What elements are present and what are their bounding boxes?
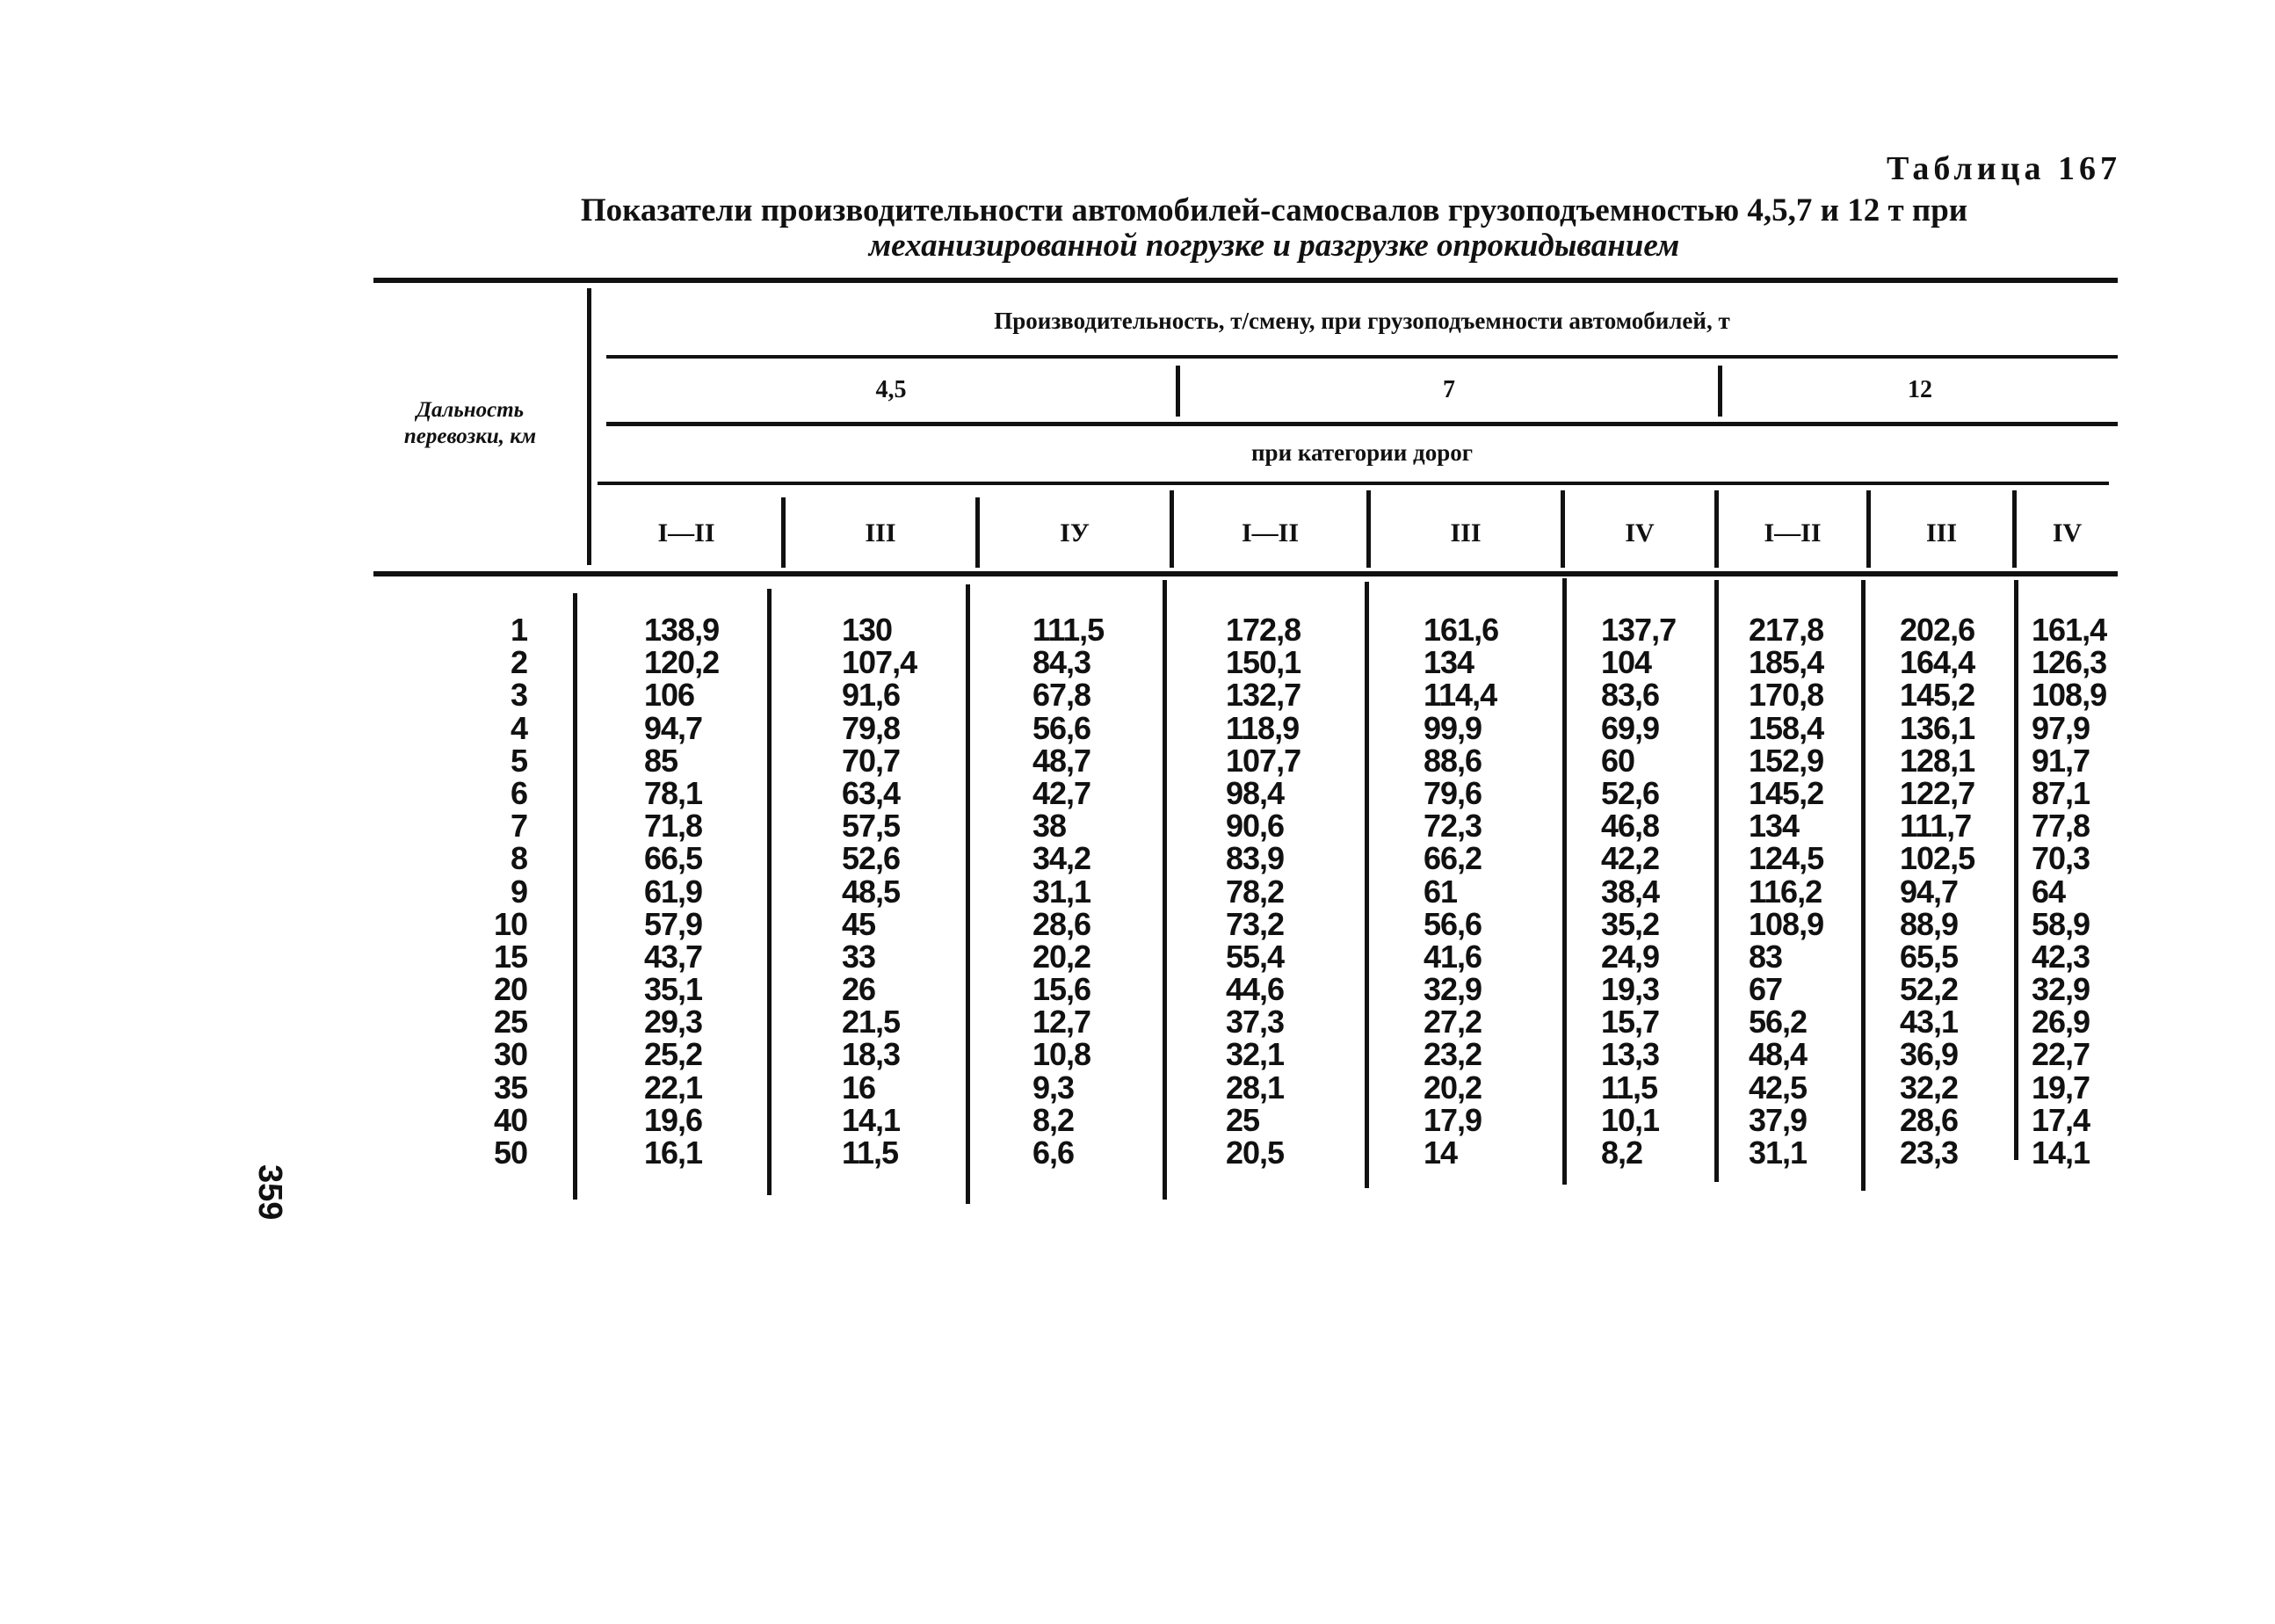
body-divider [1714, 580, 1719, 1182]
table-cell: 19,3 [1601, 971, 1660, 1008]
body-divider [2014, 580, 2018, 1160]
table-cell: 15,7 [1601, 1004, 1660, 1040]
table-cell: 106 [644, 677, 695, 714]
table-cell: 217,8 [1749, 612, 1824, 648]
category-header: I—II [657, 518, 715, 547]
table-cell: 94,7 [644, 709, 703, 746]
table-cell: 60 [1601, 742, 1635, 779]
table-cell: 111,7 [1900, 808, 1972, 845]
table-cell: 64 [2032, 873, 2066, 910]
table-cell: 79,6 [1424, 774, 1482, 811]
table-cell: 56,6 [1424, 905, 1482, 942]
table-cell: 94,7 [1900, 873, 1959, 910]
distance-cell: 25 [493, 1004, 527, 1040]
table-cell: 128,1 [1900, 742, 1975, 779]
body-divider [1861, 580, 1866, 1191]
distance-cell: 15 [493, 938, 527, 975]
distance-column [422, 613, 527, 1169]
table-cell: 132,7 [1226, 677, 1301, 714]
table-cell: 17,9 [1424, 1101, 1482, 1138]
table-cell: 57,5 [842, 808, 901, 845]
table-cell: 17,4 [2032, 1101, 2090, 1138]
table-cell: 172,8 [1226, 612, 1301, 648]
road-category-header: при категории дорог [1251, 439, 1473, 466]
table-cell: 91,7 [2032, 742, 2090, 779]
table-cell: 48,7 [1032, 742, 1091, 779]
category-header: I—II [1764, 518, 1822, 547]
table-cell: 61,9 [644, 873, 703, 910]
table-cell: 42,2 [1601, 840, 1660, 877]
body-divider [966, 584, 970, 1204]
table-cell: 16,1 [644, 1135, 703, 1171]
distance-cell: 6 [510, 774, 527, 811]
header-bottom-rule [373, 571, 2118, 576]
table-cell: 145,2 [1749, 774, 1824, 811]
page-number: 359 [251, 1164, 288, 1221]
rule-under-productivity [606, 355, 2118, 359]
table-cell: 24,9 [1601, 938, 1660, 975]
table-cell: 77,8 [2032, 808, 2090, 845]
table-cell: 13,3 [1601, 1036, 1660, 1073]
data-column-12-cat-IV [2032, 613, 2106, 1169]
table-cell: 150,1 [1226, 644, 1301, 681]
table-cell: 6,6 [1032, 1135, 1075, 1171]
table-cell: 45 [842, 905, 876, 942]
body-divider [767, 589, 772, 1195]
table-cell: 32,1 [1226, 1036, 1285, 1073]
top-rule [373, 278, 2118, 283]
table-cell: 88,9 [1900, 905, 1959, 942]
table-cell: 10,1 [1601, 1101, 1660, 1138]
table-cell: 46,8 [1601, 808, 1660, 845]
table-cell: 57,9 [644, 905, 703, 942]
data-column-4.5-cat-IV [1032, 613, 1104, 1169]
table-cell: 35,1 [644, 971, 703, 1008]
table-cell: 87,1 [2032, 774, 2090, 811]
table-cell: 33 [842, 938, 876, 975]
category-header: III [1450, 518, 1482, 547]
table-cell: 67,8 [1032, 677, 1091, 714]
table-cell: 11,5 [1601, 1069, 1658, 1106]
table-cell: 25 [1226, 1101, 1260, 1138]
table-title-line-1: Показатели производительности автомобилей-самосвалов грузоподъемностью 4,5,7 и 12 т при [580, 192, 1968, 228]
table-cell: 78,1 [644, 774, 703, 811]
category-header: III [865, 518, 896, 547]
table-cell: 23,2 [1424, 1036, 1482, 1073]
table-cell: 55,4 [1226, 938, 1285, 975]
body-divider [1163, 580, 1167, 1200]
body-divider-left [573, 593, 577, 1200]
table-cell: 185,4 [1749, 644, 1824, 681]
table-cell: 118,9 [1226, 709, 1300, 746]
table-cell: 107,7 [1226, 742, 1301, 779]
table-cell: 34,2 [1032, 840, 1091, 877]
category-header: IУ [1060, 518, 1090, 547]
capacity-header-4-5: 4,5 [875, 376, 907, 403]
table-cell: 35,2 [1601, 905, 1660, 942]
table-cell: 31,1 [1032, 873, 1091, 910]
table-cell: 72,3 [1424, 808, 1482, 845]
table-cell: 66,5 [644, 840, 703, 877]
table-cell: 42,5 [1749, 1069, 1808, 1106]
table-cell: 70,7 [842, 742, 901, 779]
table-cell: 20,5 [1226, 1135, 1285, 1171]
table-cell: 14 [1424, 1135, 1458, 1171]
distance-cell: 7 [510, 808, 527, 845]
table-cell: 22,1 [644, 1069, 703, 1106]
table-cell: 83,6 [1601, 677, 1660, 714]
table-cell: 9,3 [1032, 1069, 1075, 1106]
table-cell: 97,9 [2032, 709, 2090, 746]
data-column-7-cat-IV [1601, 613, 1676, 1169]
table-cell: 22,7 [2032, 1036, 2090, 1073]
distance-cell: 40 [493, 1101, 527, 1138]
category-header: III [1925, 518, 1958, 547]
table-cell: 164,4 [1900, 644, 1975, 681]
table-cell: 108,9 [1749, 905, 1824, 942]
table-cell: 32,9 [2032, 971, 2090, 1008]
table-cell: 145,2 [1900, 677, 1975, 714]
table-cell: 23,3 [1900, 1135, 1959, 1171]
table-cell: 15,6 [1032, 971, 1091, 1008]
distance-cell: 50 [493, 1135, 527, 1171]
table-cell: 61 [1424, 873, 1458, 910]
capacity-header-7: 7 [1443, 376, 1455, 403]
category-header: IV [2052, 518, 2083, 547]
table-cell: 43,1 [1900, 1004, 1959, 1040]
category-header: I—II [1241, 518, 1300, 547]
table-cell: 8,2 [1601, 1135, 1643, 1171]
table-cell: 8,2 [1032, 1101, 1075, 1138]
table-cell: 122,7 [1900, 774, 1975, 811]
table-cell: 52,6 [1601, 774, 1660, 811]
table-number: Таблица 167 [1886, 150, 2121, 187]
table-cell: 130 [842, 612, 893, 648]
distance-header: Дальность перевозки, км [403, 398, 537, 448]
data-column-4.5-cat-I-II [644, 613, 719, 1169]
table-cell: 126,3 [2032, 644, 2107, 681]
table-cell: 136,1 [1900, 709, 1975, 746]
table-cell: 37,3 [1226, 1004, 1285, 1040]
distance-cell: 4 [510, 709, 527, 746]
rule-under-road-category [598, 482, 2109, 485]
table-cell: 102,5 [1900, 840, 1975, 877]
distance-cell: 35 [493, 1069, 527, 1106]
table-cell: 27,2 [1424, 1004, 1482, 1040]
table-cell: 69,9 [1601, 709, 1660, 746]
table-cell: 26,9 [2032, 1004, 2090, 1040]
table-cell: 116,2 [1749, 873, 1822, 910]
productivity-header: Производительность, т/смену, при грузоподъемности автомобилей, т [994, 308, 1730, 334]
table-cell: 21,5 [842, 1004, 901, 1040]
data-column-4.5-cat-III [842, 613, 917, 1169]
table-cell: 31,1 [1749, 1135, 1808, 1171]
table-cell: 71,8 [644, 808, 703, 845]
table-cell: 11,5 [842, 1135, 899, 1171]
table-cell: 20,2 [1424, 1069, 1482, 1106]
table-cell: 202,6 [1900, 612, 1975, 648]
table-cell: 29,3 [644, 1004, 703, 1040]
table-cell: 38,4 [1601, 873, 1660, 910]
table-cell: 28,6 [1900, 1101, 1959, 1138]
table-cell: 32,9 [1424, 971, 1482, 1008]
table-cell: 48,5 [842, 873, 901, 910]
table-cell: 12,7 [1032, 1004, 1091, 1040]
table-cell: 56,6 [1032, 709, 1091, 746]
table-cell: 107,4 [842, 644, 917, 681]
table-cell: 170,8 [1749, 677, 1824, 714]
table-cell: 98,4 [1226, 774, 1285, 811]
table-cell: 28,1 [1226, 1069, 1285, 1106]
table-cell: 63,4 [842, 774, 901, 811]
distance-cell: 8 [510, 840, 527, 877]
distance-cell: 5 [510, 742, 527, 779]
table-cell: 84,3 [1032, 644, 1091, 681]
table-cell: 120,2 [644, 644, 720, 681]
data-column-12-cat-III [1900, 613, 1974, 1169]
capacity-header-12: 12 [1908, 376, 1932, 403]
table-cell: 10,8 [1032, 1036, 1091, 1073]
table-cell: 137,7 [1601, 612, 1677, 648]
table-cell: 91,6 [842, 677, 901, 714]
table-cell: 83 [1749, 938, 1783, 975]
table-cell: 65,5 [1900, 938, 1959, 975]
table-cell: 114,4 [1424, 677, 1497, 714]
table-cell: 99,9 [1424, 709, 1482, 746]
table-cell: 67 [1749, 971, 1783, 1008]
table-cell: 158,4 [1749, 709, 1824, 746]
table-cell: 19,6 [644, 1101, 703, 1138]
table-cell: 14,1 [2032, 1135, 2090, 1171]
rule-under-capacities [606, 422, 2118, 426]
table-cell: 111,5 [1032, 612, 1105, 648]
table-cell: 90,6 [1226, 808, 1285, 845]
table-cell: 48,4 [1749, 1036, 1808, 1073]
table-cell: 42,3 [2032, 938, 2090, 975]
table-cell: 28,6 [1032, 905, 1091, 942]
table-cell: 78,2 [1226, 873, 1285, 910]
table-cell: 16 [842, 1069, 876, 1106]
table-cell: 161,6 [1424, 612, 1499, 648]
body-divider [1365, 582, 1369, 1188]
distance-cell: 9 [510, 873, 527, 910]
table-cell: 20,2 [1032, 938, 1091, 975]
table-cell: 18,3 [842, 1036, 901, 1073]
distance-cell: 30 [493, 1036, 527, 1073]
table-cell: 56,2 [1749, 1004, 1808, 1040]
table-cell: 66,2 [1424, 840, 1482, 877]
table-cell: 161,4 [2032, 612, 2107, 648]
table-cell: 37,9 [1749, 1101, 1808, 1138]
table-cell: 58,9 [2032, 905, 2090, 942]
table-cell: 70,3 [2032, 840, 2090, 877]
table-cell: 134 [1424, 644, 1474, 681]
body-divider [1562, 578, 1567, 1185]
table-cell: 36,9 [1900, 1036, 1959, 1073]
table-cell: 38 [1032, 808, 1067, 845]
distance-cell: 3 [510, 677, 527, 714]
table-cell: 83,9 [1226, 840, 1285, 877]
table-cell: 108,9 [2032, 677, 2107, 714]
table-title-line-2: механизированной погрузке и разгрузке опрокидыванием [868, 228, 1680, 264]
table-cell: 152,9 [1749, 742, 1824, 779]
table-cell: 104 [1601, 644, 1652, 681]
distance-cell: 2 [510, 644, 527, 681]
distance-cell: 20 [493, 971, 527, 1008]
table-cell: 25,2 [644, 1036, 703, 1073]
table-cell: 41,6 [1424, 938, 1482, 975]
table-cell: 73,2 [1226, 905, 1285, 942]
table-cell: 124,5 [1749, 840, 1824, 877]
category-header: IV [1625, 518, 1655, 547]
table-cell: 32,2 [1900, 1069, 1959, 1106]
table-cell: 14,1 [842, 1101, 901, 1138]
table-cell: 79,8 [842, 709, 901, 746]
data-column-12-cat-I-II [1749, 613, 1823, 1169]
table-cell: 43,7 [644, 938, 703, 975]
table-cell: 138,9 [644, 612, 720, 648]
table-cell: 19,7 [2032, 1069, 2090, 1106]
table-cell: 44,6 [1226, 971, 1285, 1008]
data-column-7-cat-III [1424, 613, 1498, 1169]
table-cell: 85 [644, 742, 678, 779]
table-cell: 42,7 [1032, 774, 1091, 811]
data-column-7-cat-I-II [1226, 613, 1301, 1169]
table-cell: 88,6 [1424, 742, 1482, 779]
table-cell: 134 [1749, 808, 1800, 845]
table-cell: 52,2 [1900, 971, 1959, 1008]
distance-cell: 1 [510, 612, 527, 648]
distance-cell: 10 [493, 905, 527, 942]
table-cell: 26 [842, 971, 876, 1008]
table-cell: 52,6 [842, 840, 901, 877]
